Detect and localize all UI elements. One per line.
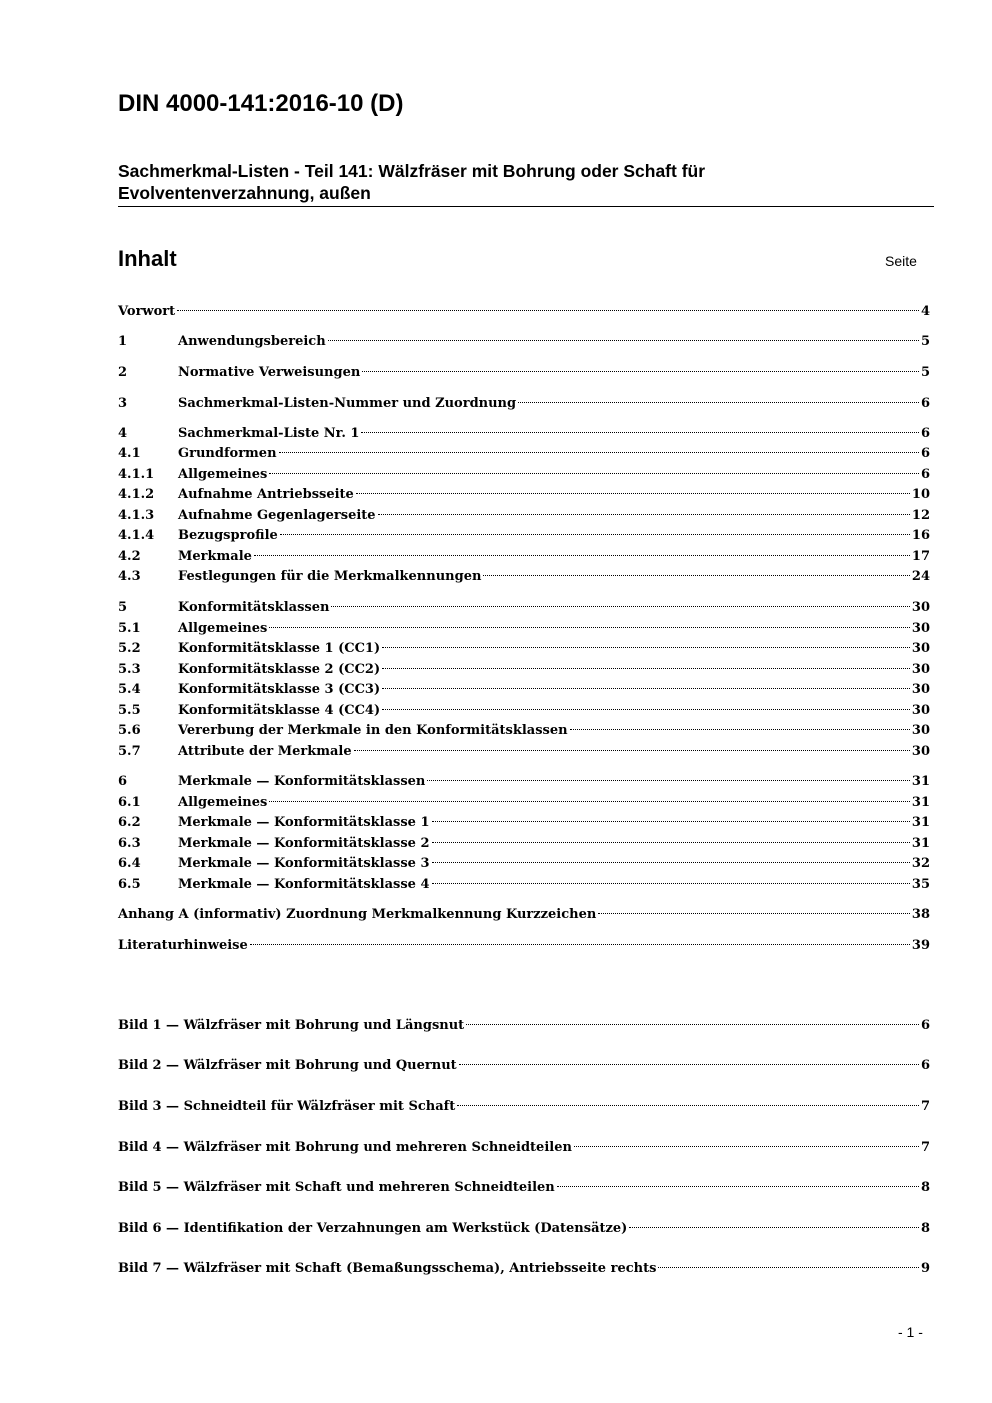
toc-entry-page: 5: [920, 334, 930, 349]
document-title: DIN 4000-141:2016-10 (D): [118, 90, 404, 117]
toc-entry-number: 2: [118, 365, 128, 380]
toc-entry-number: 6.2: [118, 815, 141, 830]
toc-entry[interactable]: [118, 424, 930, 444]
dot-leader: [382, 708, 910, 710]
toc-entry-title: Merkmale — Konformitätsklasse 3: [178, 856, 430, 871]
toc-entry[interactable]: [118, 701, 930, 721]
toc-entry-title: Merkmale: [178, 549, 252, 564]
toc-entry-number: 4.1: [118, 446, 141, 461]
toc-entry[interactable]: [118, 680, 930, 700]
dot-leader: [432, 882, 910, 884]
toc-entry-number: 5.5: [118, 703, 141, 718]
subtitle-line-2: Evolventenverzahnung, außen: [118, 183, 371, 203]
toc-entry-page: 4: [920, 304, 930, 319]
figure-entry[interactable]: [118, 1016, 930, 1036]
toc-entry-title: Konformitätsklasse 2 (CC2): [178, 662, 381, 677]
toc-entry-page: 8: [920, 1180, 930, 1195]
page-number: - 1 -: [898, 1324, 923, 1340]
dot-leader: [280, 533, 910, 535]
toc-entry-page: 30: [911, 703, 930, 718]
dot-leader: [658, 1266, 919, 1268]
dot-leader: [466, 1023, 919, 1025]
toc-entry-title: Bild 5 — Wälzfräser mit Schaft und mehreren Schneidteilen: [118, 1180, 555, 1195]
dot-leader: [382, 646, 910, 648]
toc-entry-number: 6.3: [118, 836, 141, 851]
toc-entry-title: Merkmale — Konformitätsklasse 4: [178, 877, 430, 892]
dot-leader: [254, 554, 910, 556]
toc-entry-page: 6: [920, 1018, 930, 1033]
toc-entry-page: 31: [911, 815, 930, 830]
toc-entry[interactable]: [118, 660, 930, 680]
dot-leader: [250, 943, 910, 945]
toc-entry-page: 31: [911, 836, 930, 851]
toc-entry[interactable]: [118, 936, 930, 956]
toc-entry-title: Vorwort: [118, 304, 176, 319]
toc-entry-page: 7: [920, 1099, 930, 1114]
toc-entry-title: Konformitätsklassen: [178, 600, 330, 615]
dot-leader: [269, 472, 919, 474]
toc-heading: Inhalt: [118, 246, 177, 271]
toc-entry[interactable]: [118, 772, 930, 792]
toc-entry-title: Merkmale — Konformitätsklasse 2: [178, 836, 430, 851]
toc-entry-page: 12: [911, 508, 930, 523]
toc-entry-number: 4: [118, 426, 128, 441]
dot-leader: [356, 492, 910, 494]
toc-entry-number: 4.1.2: [118, 487, 155, 502]
dot-leader: [432, 861, 910, 863]
toc-entry-number: 5.7: [118, 744, 141, 759]
toc-entry-title: Aufnahme Gegenlagerseite: [178, 508, 376, 523]
dot-leader: [427, 779, 910, 781]
toc-entry-title: Grundformen: [178, 446, 277, 461]
toc-entry[interactable]: [118, 639, 930, 659]
toc-entry-page: 8: [920, 1221, 930, 1236]
dot-leader: [361, 431, 919, 433]
toc-entry-page: 6: [920, 426, 930, 441]
dot-leader: [598, 912, 910, 914]
toc-entry[interactable]: [118, 905, 930, 925]
toc-entry-title: Vererbung der Merkmale in den Konformitätsklassen: [178, 723, 568, 738]
toc-entry[interactable]: [118, 834, 930, 854]
toc-entry-title: Bild 7 — Wälzfräser mit Schaft (Bemaßungsschema), Antriebsseite rechts: [118, 1261, 657, 1276]
toc-entry-page: 24: [911, 569, 930, 584]
toc-entry-number: 6.1: [118, 795, 141, 810]
toc-entry[interactable]: [118, 875, 930, 895]
toc-entry-page: 30: [911, 723, 930, 738]
toc-entry-page: 30: [911, 621, 930, 636]
toc-entry-title: Bild 4 — Wälzfräser mit Bohrung und mehreren Schneidteilen: [118, 1140, 572, 1155]
toc-entry-title: Merkmale — Konformitätsklassen: [178, 774, 426, 789]
toc-entry-page: 39: [911, 938, 930, 953]
toc-entry[interactable]: [118, 721, 930, 741]
toc-entry-title: Aufnahme Antriebsseite: [178, 487, 354, 502]
toc-entry-number: 5: [118, 600, 128, 615]
dot-leader: [362, 370, 919, 372]
toc-entry-page: 31: [911, 774, 930, 789]
toc-entry-page: 6: [920, 467, 930, 482]
toc-entry-page: 16: [911, 528, 930, 543]
toc-entry-page: 35: [911, 877, 930, 892]
figure-entry[interactable]: [118, 1097, 930, 1117]
toc-entry[interactable]: [118, 444, 930, 464]
dot-leader: [557, 1185, 919, 1187]
toc-entry-number: 4.1.3: [118, 508, 155, 523]
toc-entry-number: 4.2: [118, 549, 141, 564]
figure-entry[interactable]: [118, 1056, 930, 1076]
dot-leader: [518, 401, 919, 403]
dot-leader: [269, 626, 910, 628]
toc-entry[interactable]: [118, 363, 930, 383]
figure-entry[interactable]: [118, 1259, 930, 1279]
toc-entry-page: 32: [911, 856, 930, 871]
toc-entry-page: 9: [920, 1261, 930, 1276]
toc-entry-page: 6: [920, 1058, 930, 1073]
dot-leader: [378, 513, 910, 515]
toc-entry-page: 10: [911, 487, 930, 502]
dot-leader: [382, 687, 910, 689]
toc-entry-page: 31: [911, 795, 930, 810]
toc-entry-number: 5.6: [118, 723, 141, 738]
toc-entry[interactable]: [118, 465, 930, 485]
toc-entry-title: Festlegungen für die Merkmalkennungen: [178, 569, 482, 584]
toc-entry-title: Allgemeines: [178, 467, 268, 482]
toc-entry-number: 5.4: [118, 682, 141, 697]
toc-entry[interactable]: [118, 547, 930, 567]
toc-entry[interactable]: [118, 742, 930, 762]
toc-entry[interactable]: [118, 793, 930, 813]
toc-entry-number: 4.1.1: [118, 467, 155, 482]
figure-entry[interactable]: [118, 1178, 930, 1198]
toc-entry-title: Bild 6 — Identifikation der Verzahnungen am Werkstück (Datensätze): [118, 1221, 628, 1236]
dot-leader: [483, 574, 909, 576]
toc-entry-title: Allgemeines: [178, 795, 268, 810]
toc-entry-number: 3: [118, 396, 128, 411]
toc-entry-page: 6: [920, 446, 930, 461]
toc-entry-number: 4.1.4: [118, 528, 155, 543]
toc-entry[interactable]: [118, 506, 930, 526]
toc-entry[interactable]: [118, 485, 930, 505]
toc-entry-number: 5.2: [118, 641, 141, 656]
page-column-label: Seite: [885, 253, 917, 269]
toc-entry-number: 5.3: [118, 662, 141, 677]
toc-entry[interactable]: [118, 619, 930, 639]
toc-entry-title: Sachmerkmal-Listen-Nummer und Zuordnung: [178, 396, 517, 411]
toc-entry-title: Konformitätsklasse 4 (CC4): [178, 703, 381, 718]
toc-entry-page: 17: [911, 549, 930, 564]
dot-leader: [177, 309, 919, 311]
toc-entry-title: Anhang A (informativ) Zuordnung Merkmalkennung Kurzzeichen: [118, 907, 597, 922]
toc-entry-title: Normative Verweisungen: [178, 365, 361, 380]
toc-entry[interactable]: [118, 567, 930, 587]
dot-leader: [459, 1063, 919, 1065]
toc-entry-title: Sachmerkmal-Liste Nr. 1: [178, 426, 360, 441]
toc-entry-number: 6.5: [118, 877, 141, 892]
toc-entry-number: 6.4: [118, 856, 141, 871]
toc-entry-title: Bild 3 — Schneidteil für Wälzfräser mit Schaft: [118, 1099, 456, 1114]
toc-entry-page: 30: [911, 744, 930, 759]
toc-entry-page: 6: [920, 396, 930, 411]
dot-leader: [382, 667, 910, 669]
toc-entry-title: Merkmale — Konformitätsklasse 1: [178, 815, 430, 830]
toc-entry-title: Anwendungsbereich: [178, 334, 326, 349]
figure-entry[interactable]: [118, 1219, 930, 1239]
toc-entry[interactable]: [118, 813, 930, 833]
toc-entry-title: Konformitätsklasse 3 (CC3): [178, 682, 381, 697]
toc-entry[interactable]: [118, 394, 930, 414]
toc-entry[interactable]: [118, 526, 930, 546]
dot-leader: [328, 339, 919, 341]
toc-entry-title: Bild 2 — Wälzfräser mit Bohrung und Quernut: [118, 1058, 457, 1073]
dot-leader: [432, 820, 910, 822]
dot-leader: [354, 749, 910, 751]
toc-entry[interactable]: [118, 332, 930, 352]
toc-entry-page: 7: [920, 1140, 930, 1155]
toc-entry-number: 1: [118, 334, 128, 349]
toc-entry-title: Konformitätsklasse 1 (CC1): [178, 641, 381, 656]
toc-entry-title: Literaturhinweise: [118, 938, 248, 953]
toc-entry-number: 5.1: [118, 621, 141, 636]
toc-entry-page: 30: [911, 641, 930, 656]
toc-entry[interactable]: [118, 302, 930, 322]
toc-entry-page: 30: [911, 682, 930, 697]
dot-leader: [279, 451, 919, 453]
toc-entry-number: 4.3: [118, 569, 141, 584]
document-subtitle: [118, 160, 928, 204]
toc-entry-page: 30: [911, 600, 930, 615]
dot-leader: [629, 1226, 919, 1228]
dot-leader: [432, 841, 910, 843]
toc-entry-page: 30: [911, 662, 930, 677]
toc-entry-number: 6: [118, 774, 128, 789]
toc-entry-title: Bezugsprofile: [178, 528, 278, 543]
toc-entry[interactable]: [118, 598, 930, 618]
toc-entry[interactable]: [118, 854, 930, 874]
dot-leader: [570, 728, 910, 730]
toc-entry-title: Allgemeines: [178, 621, 268, 636]
dot-leader: [331, 605, 909, 607]
dot-leader: [269, 800, 910, 802]
figure-entry[interactable]: [118, 1138, 930, 1158]
toc-entry-title: Attribute der Merkmale: [178, 744, 352, 759]
toc-entry-page: 38: [911, 907, 930, 922]
toc-entry-title: Bild 1 — Wälzfräser mit Bohrung und Längsnut: [118, 1018, 465, 1033]
dot-leader: [574, 1145, 919, 1147]
toc-entry-page: 5: [920, 365, 930, 380]
title-divider: [118, 206, 934, 207]
subtitle-line-1: Sachmerkmal-Listen - Teil 141: Wälzfräser mit Bohrung oder Schaft für: [118, 161, 706, 181]
dot-leader: [457, 1104, 919, 1106]
